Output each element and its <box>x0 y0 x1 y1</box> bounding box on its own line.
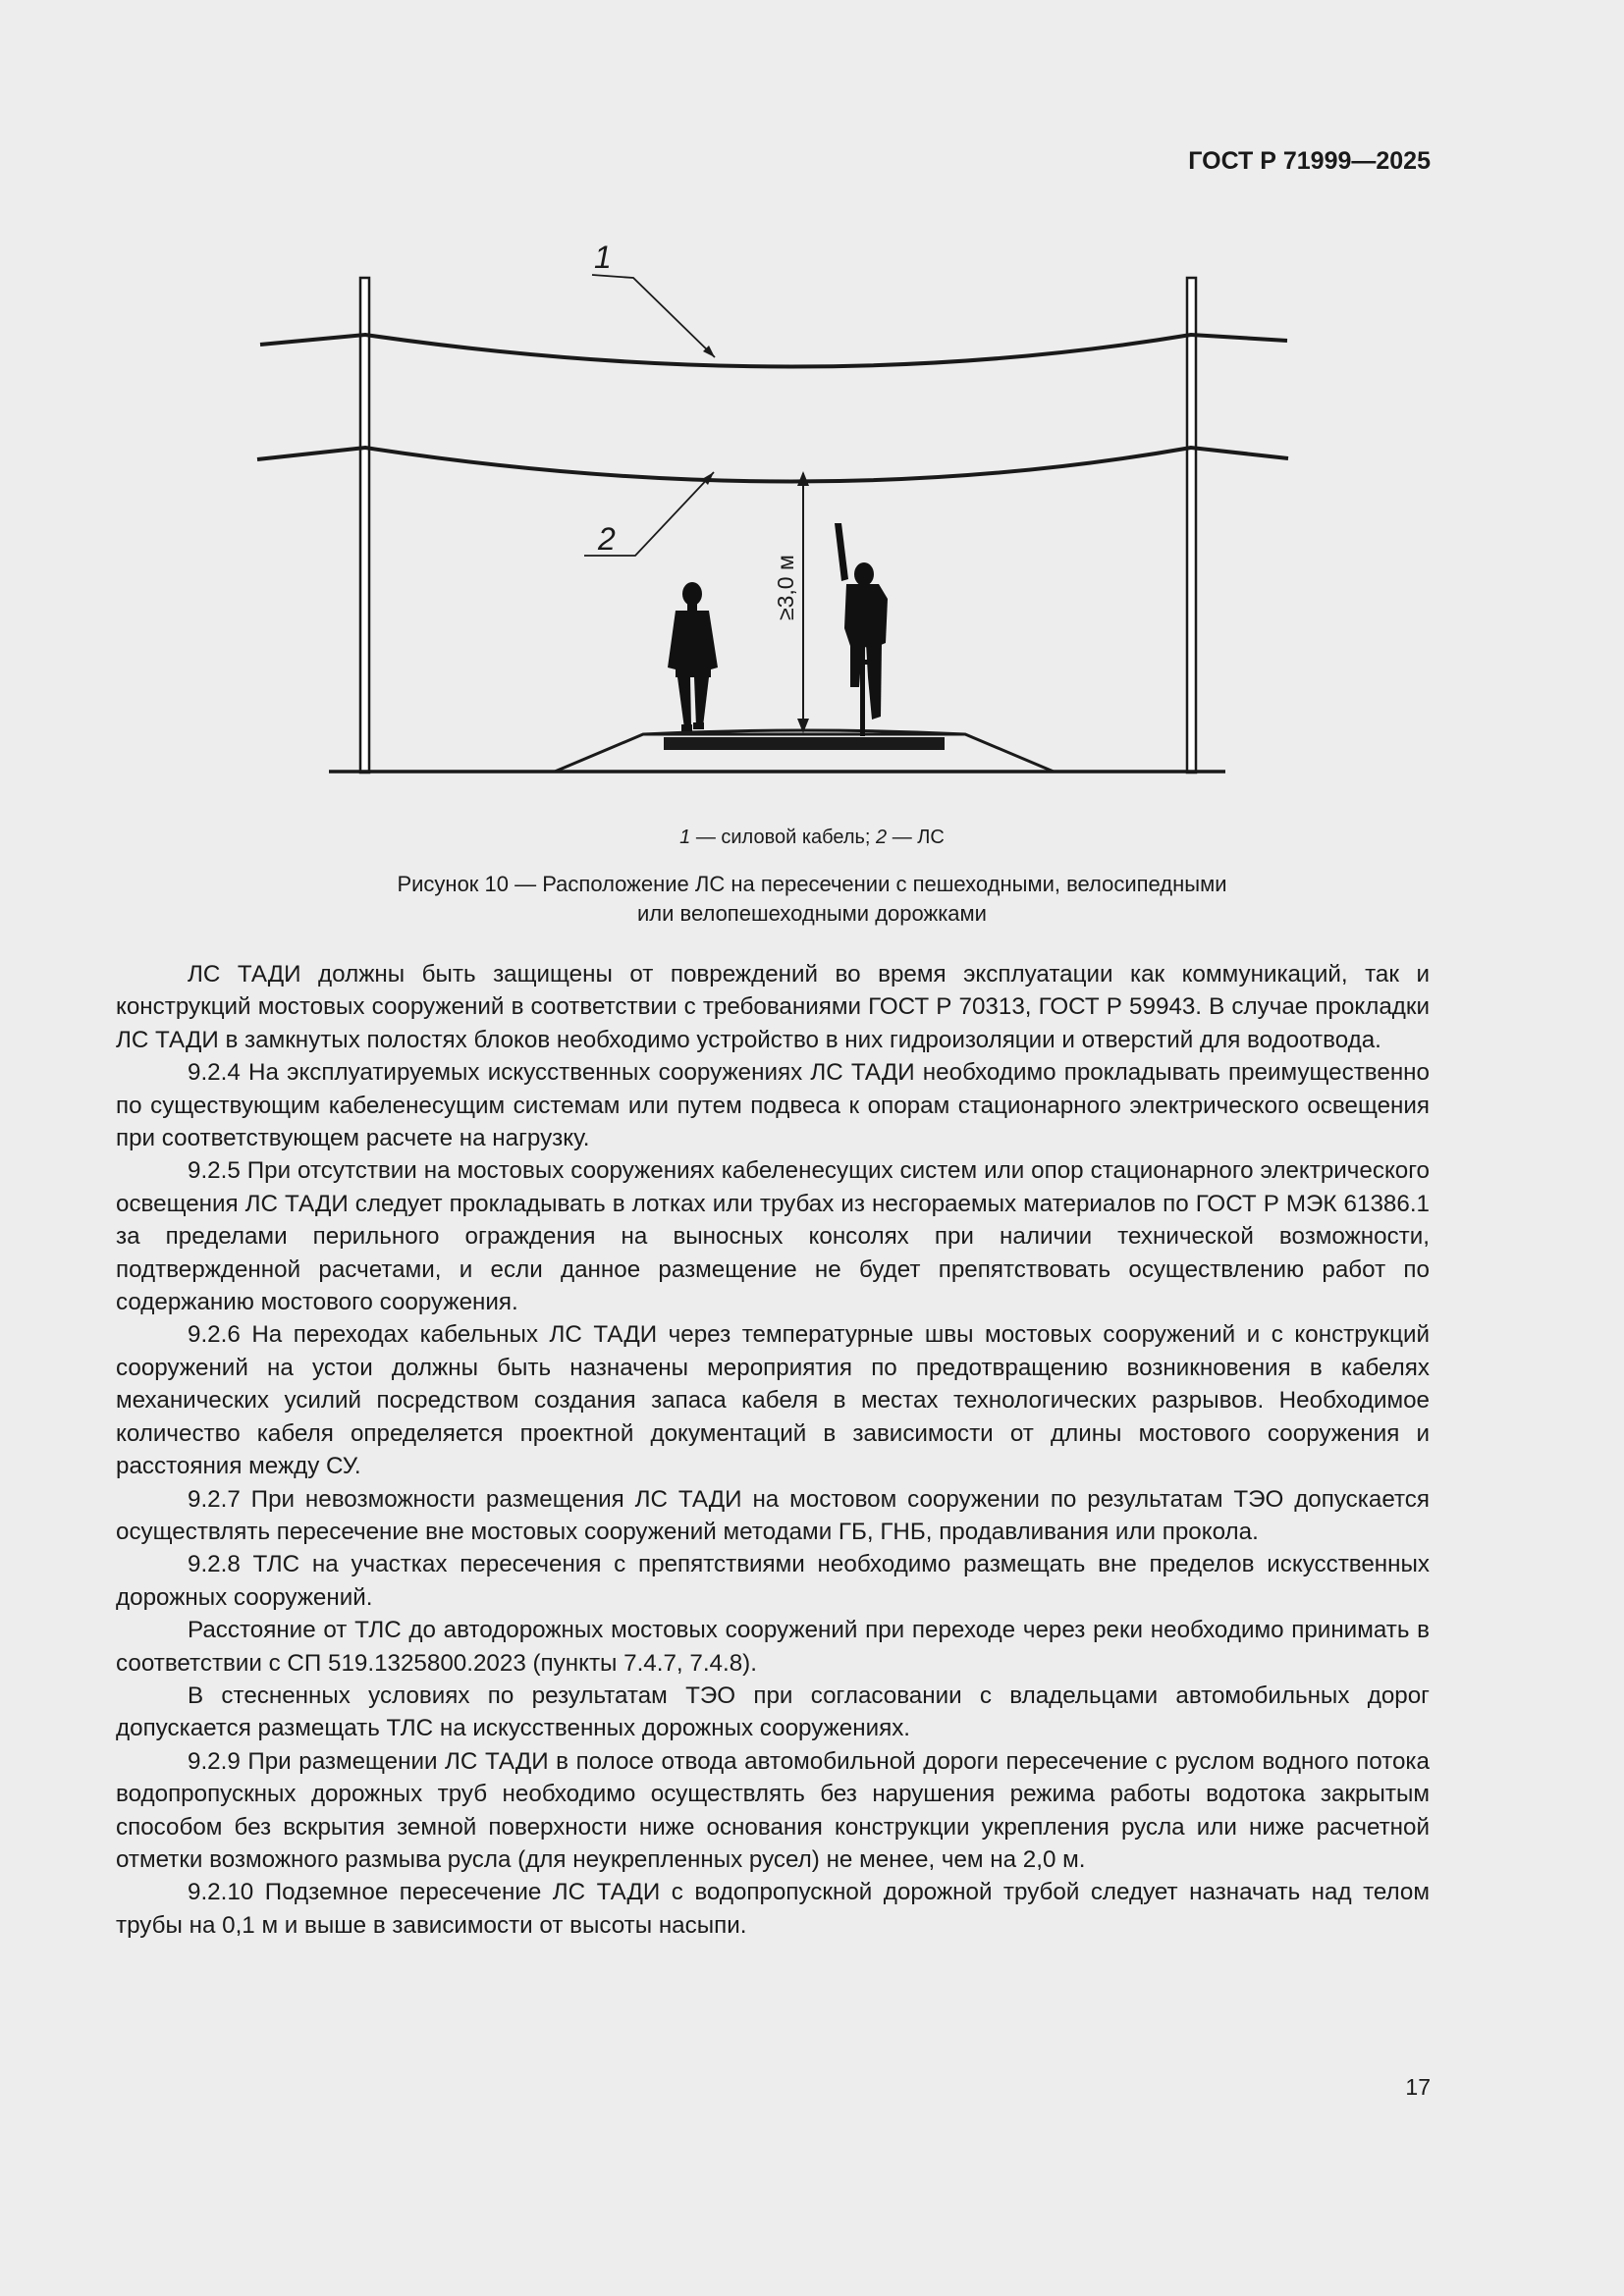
paragraph-9-2-9: 9.2.9 При размещении ЛС ТАДИ в полосе отвода автомобильной дороги пересечение с руслом водного потока водопропускных дорожных труб необходимо осуществлять без нарушения режима работы водотока закрытым способом без вскрытия земной поверхности ниже основания конструкции укрепления русла или ниже расчетной отметки возможного размыва русла (для неукрепленных русел) не менее, чем на 2,0 м. <box>116 1747 1430 1873</box>
paragraph: ЛС ТАДИ должны быть защищены от повреждений во время эксплуатации как коммуникаций, так и конструкций мостовых сооружений в соответствии с требованиями ГОСТ Р 70313, ГОСТ Р 59943. В случае прокладки ЛС ТАДИ в замкнутых полостях блоков необходимо устройство в них гидроизоляции и отверстий для водоотвода. <box>116 961 1430 1053</box>
paragraph: Расстояние от ТЛС до автодорожных мостовых сооружений при переходе через реки необходимо принимать в соответствии с СП 519.1325800.2023 (пункты 7.4.7, 7.4.8). <box>116 1617 1430 1677</box>
paragraph-9-2-4: 9.2.4 На эксплуатируемых искусственных сооружениях ЛС ТАДИ необходимо прокладывать преимущественно по существующим кабеленесущим системам или путем подвеса к опорам стационарного электрического освещения при соответствующем расчете на нагрузку. <box>116 1059 1430 1152</box>
figure-legend <box>0 827 1624 849</box>
left-pole <box>360 278 369 773</box>
callout-1-label: 1 <box>594 240 612 275</box>
paragraph-9-2-5: 9.2.5 При отсутствии на мостовых сооружениях кабеленесущих систем или опор стационарного электрического освещения ЛС ТАДИ следует прокладывать в лотках или трубах из несгораемых материалов по ГОСТ Р МЭК 61386.1 за пределами перильного ограждения на выносных консолях при наличии технической возможности, подтвержденной расчетами, и если данное размещение не будет препятствовать осуществлению работ по содержанию мостового сооружения. <box>116 1157 1430 1316</box>
paragraph: В стесненных условиях по результатам ТЭО при согласовании с владельцами автомобильных дорог допускается размещать ТЛС на искусственных дорожных сооружениях. <box>116 1682 1430 1742</box>
page-number: 17 <box>1405 2074 1431 2100</box>
paragraph-9-2-6: 9.2.6 На переходах кабельных ЛС ТАДИ через температурные швы мостовых сооружений и с конструкций сооружений на устои должны быть назначены мероприятия по предотвращению возникновения в кабелях механических усилий посредством создания запаса кабеля в местах технологических разрывов. Необходимое количество кабеля определяется проектной документаций в зависимости от длины мостового сооружения и расстояния между СУ. <box>116 1321 1430 1480</box>
paragraph-9-2-10: 9.2.10 Подземное пересечение ЛС ТАДИ с водопропускной дорожной трубой следует назначать над телом трубы на 0,1 м и выше в зависимости от высоты насыпи. <box>116 1879 1430 1939</box>
figure-10 <box>0 0 1624 883</box>
ls-cable-line <box>257 448 1288 482</box>
path-pavement <box>664 737 945 750</box>
power-cable-line <box>260 335 1287 367</box>
standard-code: ГОСТ Р 71999—2025 <box>1188 147 1431 175</box>
pedestrian-icon <box>668 582 718 731</box>
legend-number-1: 1 <box>679 827 691 848</box>
paragraph-9-2-7: 9.2.7 При невозможности размещения ЛС ТАДИ на мостовом сооружении по результатам ТЭО допускается осуществлять пересечение вне мостовых сооружений методами ГБ, ГНБ, продавливания или прокола. <box>116 1485 1430 1545</box>
right-pole <box>1187 278 1196 773</box>
caption-line: или велопешеходными дорожками <box>637 901 987 926</box>
crossing-diagram <box>0 0 1624 883</box>
caption-line: Рисунок 10 — Расположение ЛС на пересечении с пешеходными, велосипедными <box>397 872 1227 896</box>
legend-text-1: — силовой кабель; <box>690 827 877 848</box>
paragraph-9-2-8: 9.2.8 ТЛС на участках пересечения с препятствиями необходимо размещать вне пределов искусственных дорожных сооружений. <box>116 1551 1430 1611</box>
callout-1-leader <box>592 275 715 357</box>
body-text <box>116 958 1430 1942</box>
dimension-arrow-top <box>797 471 809 486</box>
legend-number-2: 2 <box>876 827 888 848</box>
figure-caption <box>0 870 1624 929</box>
cyclist-icon <box>835 523 888 736</box>
legend-text-2: — ЛС <box>887 827 945 848</box>
callout-2-label: 2 <box>598 521 616 557</box>
dimension-label: ≥3,0 м <box>773 555 798 620</box>
